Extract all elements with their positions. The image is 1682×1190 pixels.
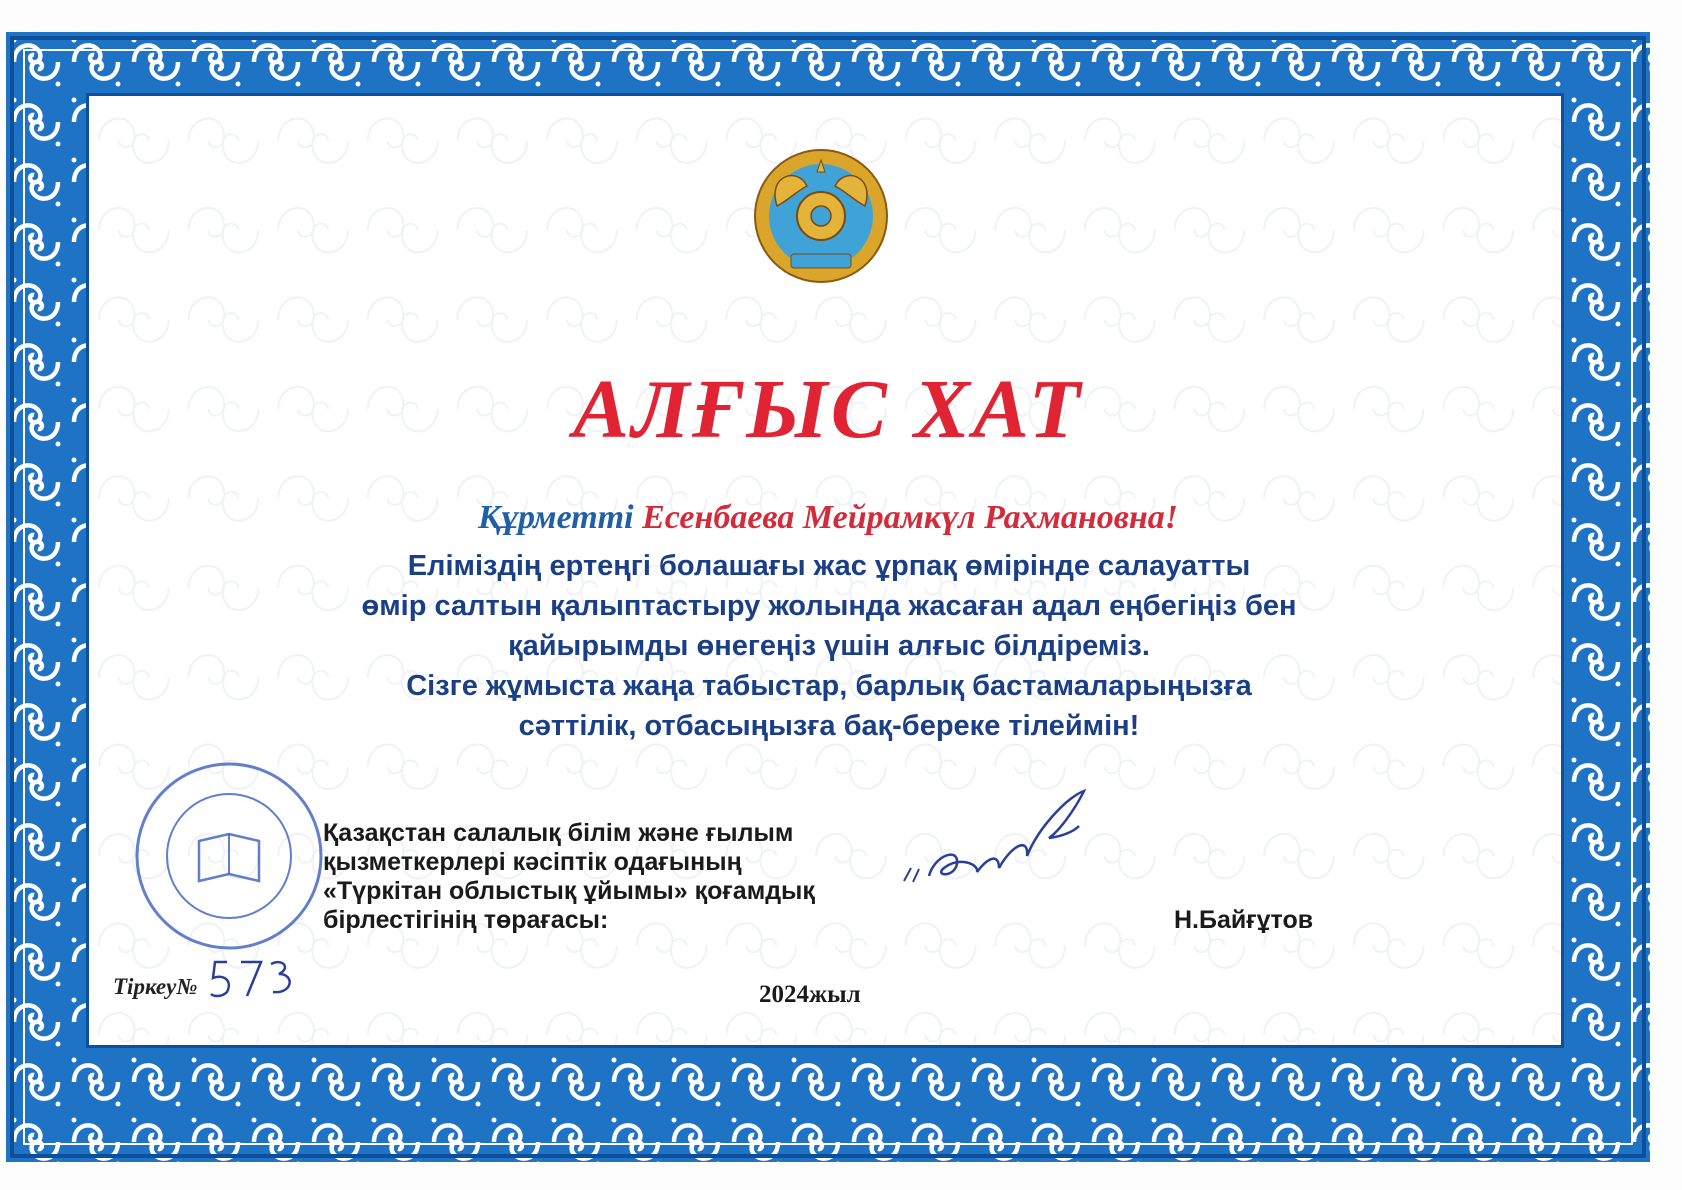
- state-emblem-icon: [747, 146, 895, 286]
- greeting-prefix: Құрметті: [477, 499, 634, 536]
- body-line: өмір салтын қалыптастыру жолында жасаған адал еңбегіңіз бен: [361, 590, 1297, 622]
- certificate-title: АЛҒЫС ХАТ: [573, 363, 1083, 456]
- certificate-content-area: [86, 93, 1564, 1048]
- org-line: «Түркітан облыстық ұйымы» қоғамдық: [323, 877, 815, 905]
- org-line: қызметкерлері кәсіптік одағының: [323, 848, 742, 876]
- body-line: Еліміздің ертеңгі болашағы жас ұрпақ өмірінде салауатты: [407, 550, 1251, 582]
- body-line: қайырымды өнегеңіз үшін алғыс білдіреміз.: [508, 630, 1150, 662]
- signer-name: Н.Байғұтов: [1174, 906, 1314, 934]
- handwritten-signature: [899, 776, 1099, 896]
- organization-block: [323, 819, 815, 935]
- registration-label: Тіркеу№: [113, 974, 198, 999]
- greeting-line: [89, 499, 1564, 537]
- registration-number-handwritten: [207, 954, 317, 1004]
- org-line: Қазақстан салалық білім және ғылым: [323, 819, 794, 847]
- organization-stamp: [129, 756, 329, 956]
- org-line: бірлестігінің төрағасы:: [323, 906, 609, 934]
- recipient-name: Есенбаева Мейрамкүл Рахмановна!: [642, 499, 1179, 536]
- certificate-body: [229, 546, 1429, 746]
- body-line: сәттілік, отбасыңызға бақ-береке тілеймін!: [518, 710, 1140, 742]
- body-line: Сізге жұмыста жаңа табыстар, барлық бастамаларыңызға: [406, 670, 1252, 702]
- year: 2024жыл: [759, 981, 861, 1008]
